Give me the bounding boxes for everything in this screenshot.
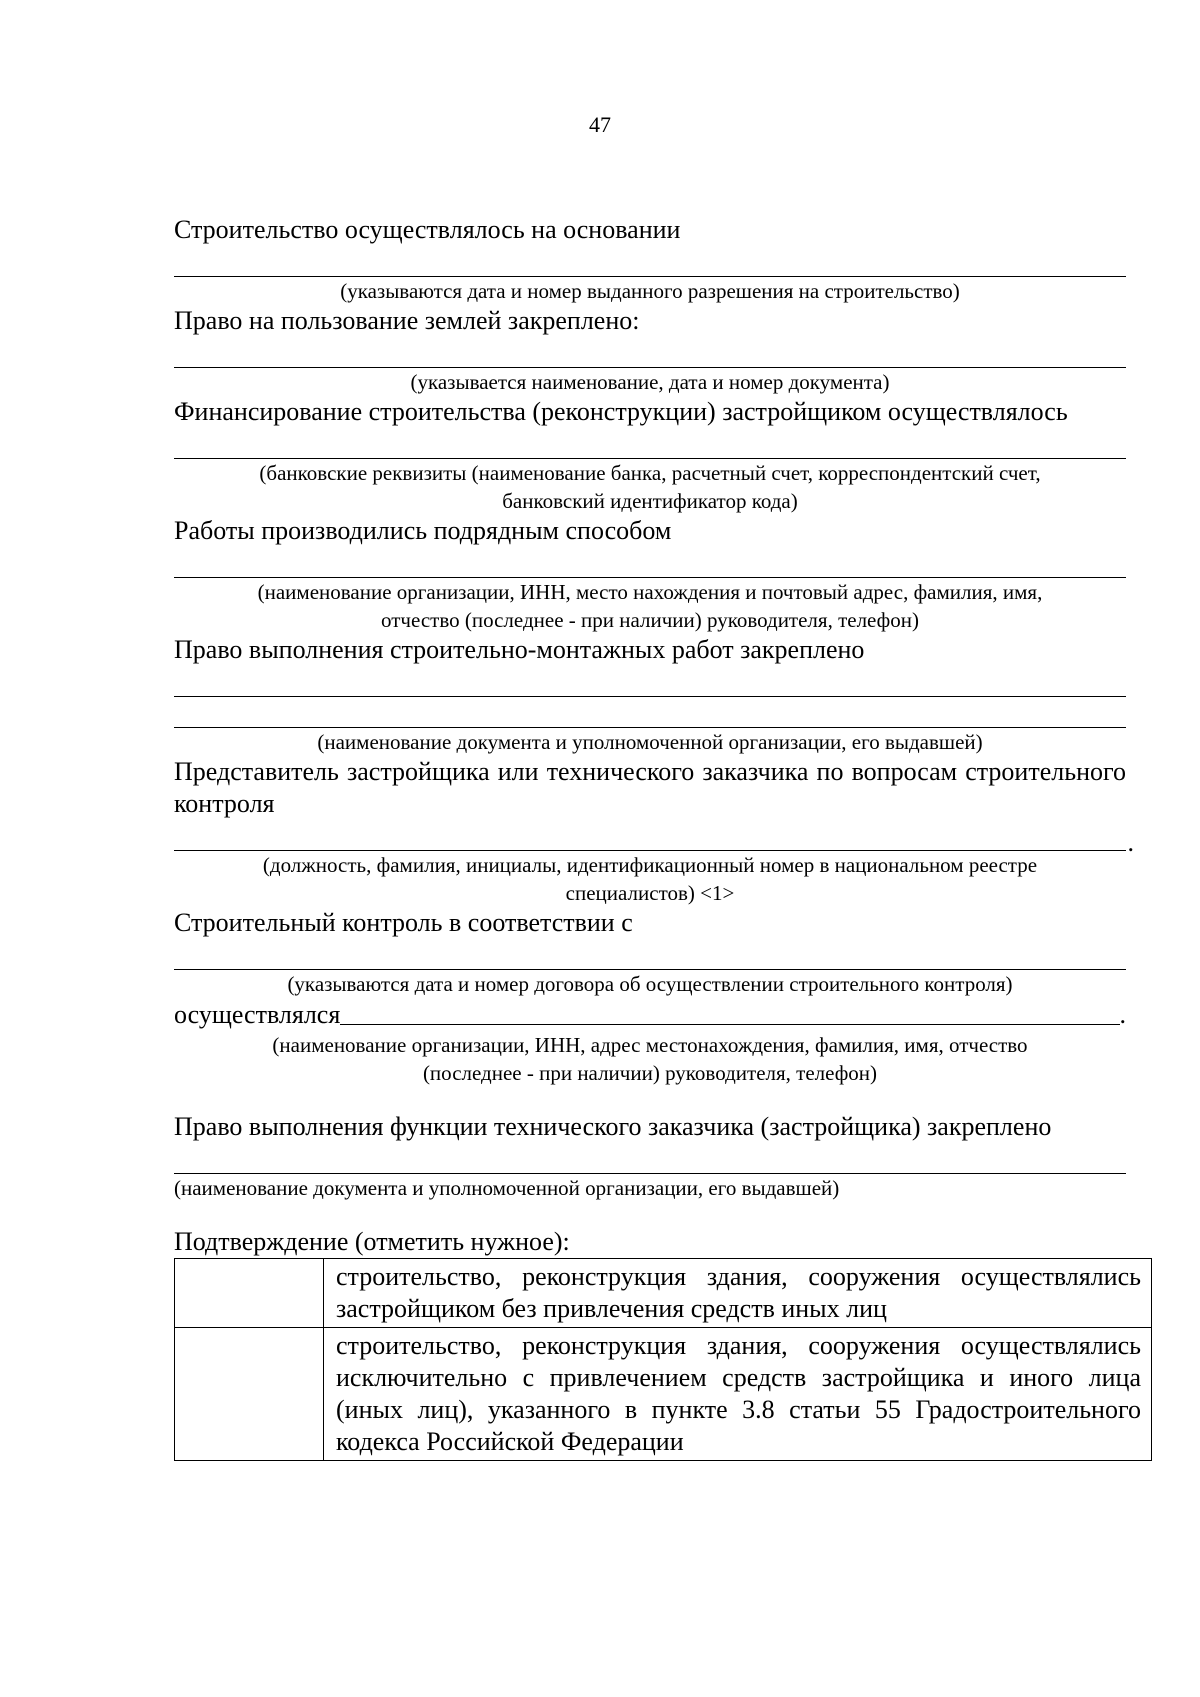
confirmation-row [175, 1328, 1152, 1461]
confirmation-checkbox-1[interactable] [175, 1259, 324, 1328]
control-performed-hint-line1: (наименование организации, ИНН, адрес местонахождения, фамилия, имя, отчество [272, 1033, 1028, 1057]
representative-hint-line2: специалистов) <1> [565, 881, 735, 905]
confirmation-label: Подтверждение (отметить нужное): [174, 1227, 570, 1256]
confirmation-table [174, 1258, 1152, 1461]
financing-field[interactable] [174, 428, 1126, 459]
customer-rights-field[interactable] [174, 1143, 1126, 1174]
customer-rights-hint: (наименование документа и уполномоченной организации, его выдавшей) [174, 1176, 840, 1200]
construction-basis-field[interactable] [174, 246, 1126, 277]
control-performed-row [174, 998, 1126, 1031]
construction-rights-field-1[interactable] [174, 666, 1126, 697]
construction-basis-hint: (указываются дата и номер выданного разрешения на строительство) [340, 279, 960, 303]
contractor-field[interactable] [174, 547, 1126, 578]
financing-hint-line2: банковский идентификатор кода) [502, 489, 798, 513]
control-label: Строительный контроль в соответствии с [174, 908, 633, 937]
contractor-hint-line1: (наименование организации, ИНН, место нахождения и почтовый адрес, фамилия, имя, [257, 580, 1043, 604]
page-number: 47 [589, 112, 611, 137]
form-content [174, 214, 1141, 1461]
contractor-label: Работы производились подрядным способом [174, 516, 672, 545]
construction-rights-label: Право выполнения строительно-монтажных работ закреплено [174, 635, 865, 664]
construction-rights-hint: (наименование документа и уполномоченной организации, его выдавшей) [317, 730, 983, 754]
representative-label: Представитель застройщика или технического заказчика по вопросам строительного контроля [174, 757, 1126, 818]
control-hint: (указываются дата и номер договора об осуществлении строительного контроля) [287, 972, 1013, 996]
customer-rights-label: Право выполнения функции технического заказчика (застройщика) закреплено [174, 1112, 1052, 1141]
contractor-hint-line2: отчество (последнее - при наличии) руководителя, телефон) [381, 608, 919, 632]
control-performed-field[interactable] [340, 998, 1119, 1025]
control-performed-hint-line2: (последнее - при наличии) руководителя, телефон) [422, 1061, 878, 1085]
control-performed-label: осуществлялся [174, 1000, 341, 1029]
confirmation-checkbox-2[interactable] [175, 1328, 324, 1461]
control-contract-field[interactable] [174, 939, 1126, 970]
construction-rights-field-2[interactable] [174, 697, 1126, 728]
land-use-label: Право на пользование землей закреплено: [174, 306, 640, 335]
representative-hint-line1: (должность, фамилия, инициалы, идентификационный номер в национальном реестре [262, 853, 1038, 877]
financing-label: Финансирование строительства (реконструкции) застройщиком осуществлялось [174, 397, 1068, 426]
land-use-field[interactable] [174, 337, 1126, 368]
period-mark: . [1119, 1000, 1126, 1029]
financing-hint-line1: (банковские реквизиты (наименование банка, расчетный счет, корреспондентский счет, [259, 461, 1041, 485]
land-use-hint: (указывается наименование, дата и номер документа) [410, 370, 890, 394]
representative-field[interactable] [174, 820, 1126, 851]
confirmation-row [175, 1259, 1152, 1328]
construction-basis-label: Строительство осуществлялось на основании [174, 215, 681, 244]
confirmation-option-2: строительство, реконструкция здания, сооружения осуществлялись исключительно с привлечением средств застройщика и иного лица (иных лиц), указанного в пункте 3.8 статьи 55 Градостроительного кодекса Российской Федерации [324, 1328, 1152, 1461]
confirmation-option-1: строительство, реконструкция здания, сооружения осуществлялись застройщиком без привлечения средств иных лиц [324, 1259, 1152, 1328]
